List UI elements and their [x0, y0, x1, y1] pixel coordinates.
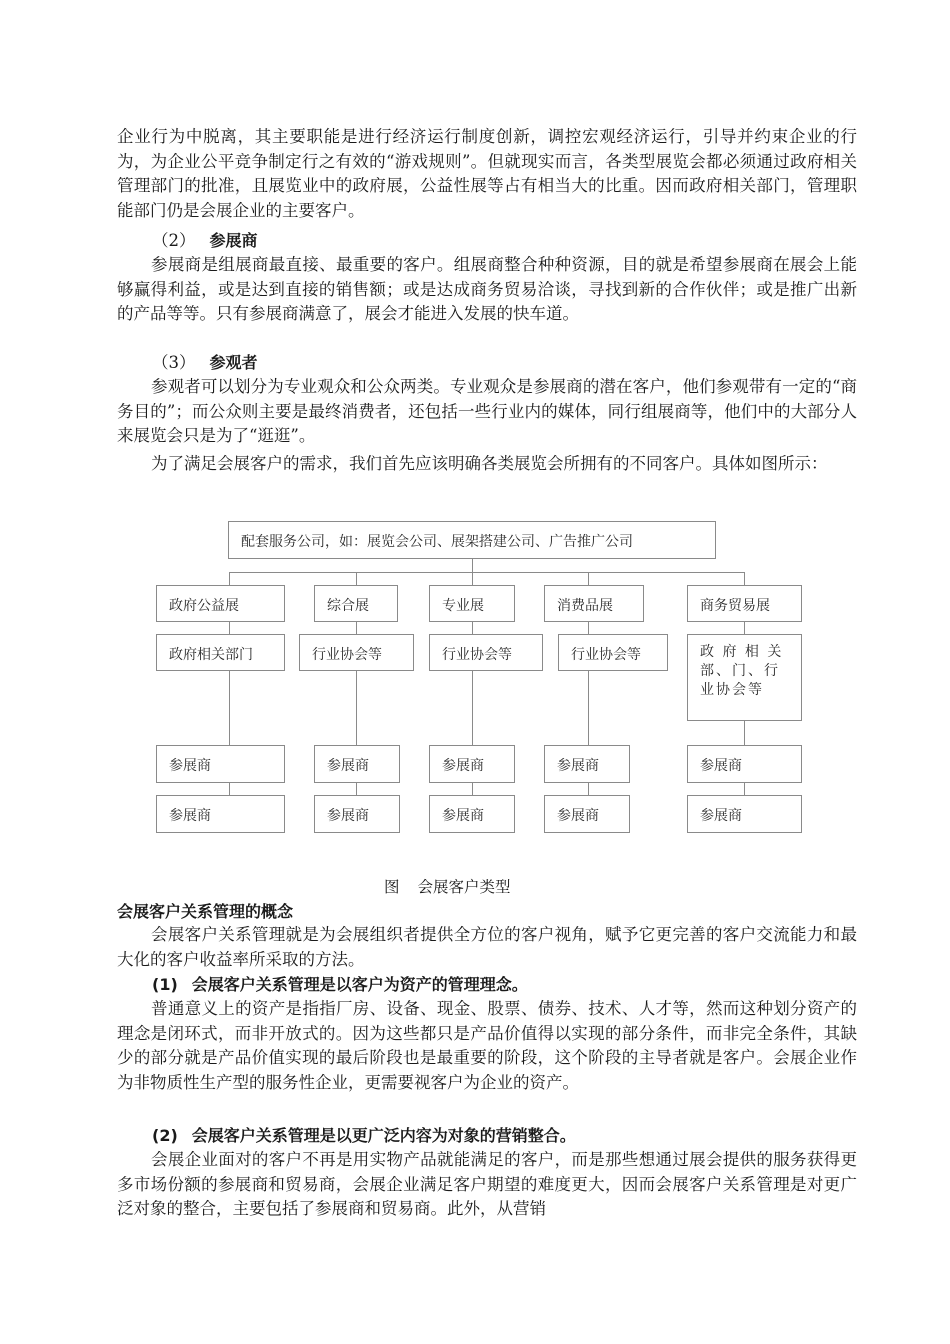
diagram-connector: [744, 783, 745, 795]
point-number: (1): [152, 975, 178, 994]
diagram-connector: [588, 622, 589, 634]
organizer-box: 政 府 相 关 部、门、行 业协会等: [687, 634, 802, 721]
diagram-connector: [356, 622, 357, 634]
organizer-box: 行业协会等: [429, 634, 543, 671]
diagram-top-box: 配套服务公司，如：展览会公司、展架搭建公司、广告推广公司: [228, 521, 716, 559]
exhibition-type-box: 专业展: [429, 585, 515, 622]
crm-point-1: [152, 973, 528, 997]
diagram-connector: [229, 622, 230, 634]
exhibition-type-box: 消费品展: [544, 585, 644, 622]
exhibition-type-box: 综合展: [314, 585, 398, 622]
exhibitor-box: 参展商: [429, 795, 515, 833]
exhibitor-box: 参展商: [314, 745, 400, 783]
organizer-box: 行业协会等: [299, 634, 414, 671]
diagram-connector: [588, 783, 589, 795]
diagram-connector: [229, 572, 230, 585]
diagram-connector: [356, 671, 357, 745]
figure-caption: [384, 875, 511, 897]
subheading-number: （3）: [152, 353, 196, 372]
exhibitor-box: 参展商: [314, 795, 400, 833]
subheading-title: 参展商: [209, 231, 258, 250]
exhibitor-box: 参展商: [429, 745, 515, 783]
exhibitor-box: 参展商: [544, 745, 630, 783]
exhibitor-box: 参展商: [687, 745, 802, 783]
diagram-connector: [588, 671, 589, 745]
exhibitor-box: 参展商: [544, 795, 630, 833]
caption-text: 会展客户类型: [417, 878, 511, 896]
point-number: (2): [152, 1126, 178, 1145]
diagram-connector: [472, 622, 473, 634]
diagram-connector: [744, 721, 745, 745]
diagram-connector: [229, 783, 230, 795]
crm-assets-paragraph: 普通意义上的资产是指指厂房、设备、现金、股票、债券、技术、人才等，然而这种划分资产的理念是闭环式，而非开放式的。因为这些都只是产品价值得以实现的部分条件，而非完全条件，其缺少的部分就是产品价值实现的最后阶段也是最重要的阶段，这个阶段的主导者就是客户。会展企业作为非物质性生产型的服务性企业，更需要视客户为企业的资产。: [117, 999, 857, 1092]
diagram-connector: [588, 572, 589, 585]
exhibitor-box: 参展商: [156, 795, 285, 833]
exhibitors-paragraph: 参展商是组展商最直接、最重要的客户。组展商整合种种资源，目的就是希望参展商在展会上能够赢得利益，或是达到直接的销售额；或是达成商务贸易洽谈，寻找到新的合作伙伴；或是推广出新的产品等等。只有参展商满意了，展会才能进入发展的快车道。: [117, 255, 857, 324]
diagram-connector: [744, 622, 745, 634]
diagram-connector: [356, 572, 357, 585]
organizer-box: 政府相关部门: [156, 634, 285, 671]
diagram-connector: [356, 783, 357, 795]
diagram-connector: [744, 572, 745, 585]
exhibitor-box: 参展商: [687, 795, 802, 833]
crm-definition-paragraph: 会展客户关系管理就是为会展组织者提供全方位的客户视角，赋予它更完善的客户交流能力和最大化的客户收益率所采取的方法。: [117, 925, 857, 969]
crm-integration-paragraph: 会展企业面对的客户不再是用实物产品就能满足的客户，而是那些想通过展会提供的服务获得更多市场份额的参展商和贸易商，会展企业满足客户期望的难度更大，因而会展客户关系管理是对更广泛对象的整合，主要包括了参展商和贸易商。此外，从营销: [117, 1150, 857, 1219]
point-title: 会展客户关系管理是以客户为资产的管理理念。: [191, 975, 528, 994]
subheading-exhibitors: [152, 229, 258, 253]
exhibition-type-box: 商务贸易展: [687, 585, 802, 622]
diagram-connector: [229, 572, 744, 573]
diagram-connector: [472, 671, 473, 745]
intro-paragraph-1: 企业行为中脱离，其主要职能是进行经济运行制度创新，调控宏观经济运行，引导并约束企业的行为，为企业公平竞争制定行之有效的“游戏规则”。但就现实而言，各类型展览会都必须通过政府相关管理部门的批准，且展览业中的政府展，公益性展等占有相当大的比重。因而政府相关部门，管理职能部门仍是会展企业的主要客户。: [117, 127, 857, 220]
diagram-connector: [229, 671, 230, 745]
visitors-paragraph: 参观者可以划分为专业观众和公众两类。专业观众是参展商的潜在客户，他们参观带有一定的“商务目的”；而公众则主要是最终消费者，还包括一些行业内的媒体，同行组展商等，他们中的大部分人来展览会只是为了“逛逛”。: [117, 377, 857, 446]
crm-point-2: [152, 1124, 576, 1148]
subheading-number: （2）: [152, 231, 196, 250]
exhibition-type-box: 政府公益展: [156, 585, 285, 622]
subheading-visitors: [152, 351, 258, 375]
section-title: 会展客户关系管理的概念: [117, 902, 294, 921]
diagram-connector: [472, 783, 473, 795]
diagram-connector: [472, 559, 473, 572]
subheading-title: 参观者: [209, 353, 258, 372]
organizer-box: 行业协会等: [558, 634, 668, 671]
diagram-connector: [472, 572, 473, 585]
caption-prefix: 图: [384, 878, 400, 896]
exhibitor-box: 参展商: [156, 745, 285, 783]
diagram-intro-paragraph: 为了满足会展客户的需求，我们首先应该明确各类展览会所拥有的不同客户。具体如图所示：: [151, 454, 828, 473]
point-title: 会展客户关系管理是以更广泛内容为对象的营销整合。: [191, 1126, 576, 1145]
